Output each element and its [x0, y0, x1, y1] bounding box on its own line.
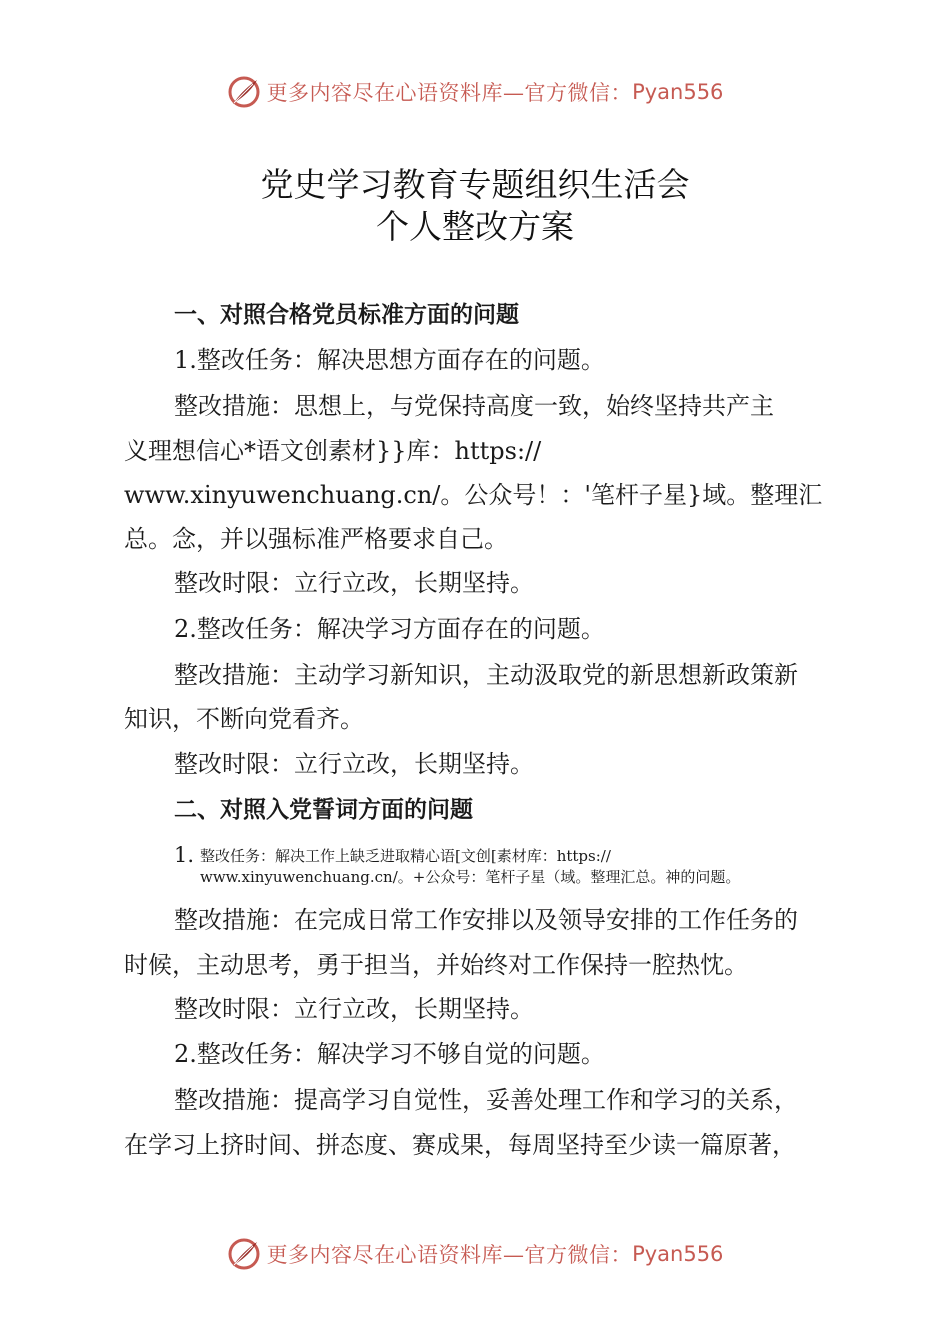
section2-item2-measure: 整改措施：提高学习自觉性，妥善处理工作和学习的关系，	[174, 1086, 798, 1114]
section1-item1-deadline: 整改时限：立行立改，长期坚持。	[174, 569, 534, 597]
banner-text: 更多内容尽在心语资料库—官方微信：	[266, 1243, 633, 1267]
section1-item1-measure: 整改措施：思想上，与党保持高度一致，始终坚持共产主	[174, 392, 774, 420]
section1-item2-measure: 整改措施：主动学习新知识，主动汲取党的新思想新政策新	[174, 661, 798, 689]
wechat-id: Pyan556	[632, 80, 724, 104]
wechat-id: Pyan556	[632, 1242, 724, 1266]
section1-item2-task: 2.整改任务：解决学习方面存在的问题。	[174, 615, 605, 643]
section1-item1-measure-cont: 义理想信心*语文创素材}}库：https://	[124, 437, 542, 465]
section1-item1-measure-cont: 总。念，并以强标准严格要求自己。	[124, 525, 508, 553]
feather-circle-logo-icon	[227, 75, 261, 109]
section2-item1-measure-cont: 时候，主动思考，勇于担当，并始终对工作保持一腔热忱。	[124, 951, 748, 979]
header-banner	[0, 72, 950, 112]
section2-item1-deadline: 整改时限：立行立改，长期坚持。	[174, 995, 534, 1023]
banner-text: 更多内容尽在心语资料库—官方微信：	[266, 81, 633, 105]
feather-circle-logo-icon	[227, 1237, 261, 1271]
section2-item1-task-cont: www.xinyuwenchuang.cn/。+公众号：笔杆子星（域。整理汇总。神的问题。	[200, 868, 741, 886]
section1-item1-measure-cont: www.xinyuwenchuang.cn/。公众号！：'笔杆子星}域。整理汇	[124, 481, 823, 509]
section2-item2-measure-cont: 在学习上挤时间、拼态度、赛成果，每周坚持至少读一篇原著，	[124, 1131, 796, 1159]
section2-item1-number: 1.	[174, 843, 195, 867]
section1-heading: 一、对照合格党员标准方面的问题	[174, 302, 519, 328]
section1-item2-deadline: 整改时限：立行立改，长期坚持。	[174, 750, 534, 778]
footer-banner	[0, 1234, 950, 1274]
section1-item1-task: 1.整改任务：解决思想方面存在的问题。	[174, 346, 605, 374]
document-subtitle: 个人整改方案	[376, 207, 574, 246]
section1-item2-measure-cont: 知识，不断向党看齐。	[124, 705, 364, 733]
section2-item1-task: 整改任务：解决工作上缺乏进取精心语[文创[素材库：https://	[200, 847, 611, 865]
section2-item2-task: 2.整改任务：解决学习不够自觉的问题。	[174, 1040, 605, 1068]
section2-item1-measure: 整改措施：在完成日常工作安排以及领导安排的工作任务的	[174, 906, 798, 934]
document-title: 党史学习教育专题组织生活会	[260, 165, 690, 204]
section2-heading: 二、对照入党誓词方面的问题	[174, 797, 473, 823]
